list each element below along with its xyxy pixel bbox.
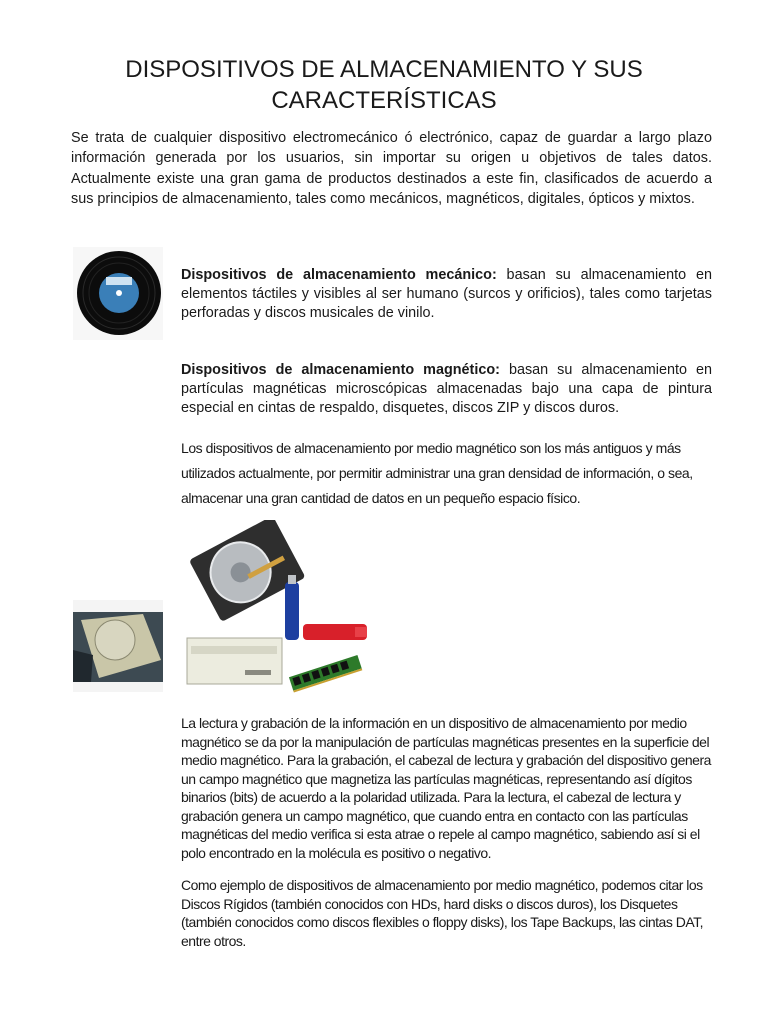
mechanical-heading: Dispositivos de almacenamiento mecánico: <box>181 267 497 283</box>
storage-devices-collage <box>185 520 370 700</box>
mechanical-text: basan su almacenamiento en elementos táctiles y visibles al ser humano (surcos y orificios), tales como tarjetas perforadas y discos musicales de vinilo. <box>181 267 712 321</box>
title-line-2: CARACTERÍSTICAS <box>271 87 497 114</box>
title-line-1: DISPOSITIVOS DE ALMACENAMIENTO Y SUS <box>125 56 643 83</box>
mechanical-paragraph <box>181 266 712 323</box>
magnetic-heading: Dispositivos de almacenamiento magnético: <box>181 362 500 378</box>
intro-paragraph: Se trata de cualquier dispositivo electromecánico ó electrónico, capaz de guardar a largo plazo información generada por los usuarios, sin importar su origen u objetivos de tales datos. Actualmente existe una gran gama de productos destinados a este fin, clasificados de acuerdo a sus principios de almacenamiento, tales como mecánicos, magnéticos, digitales, ópticos y mixtos. <box>71 130 712 208</box>
hard-disk-photo <box>73 600 163 692</box>
reading-writing-paragraph: La lectura y grabación de la información en un dispositivo de almacenamiento por medio magnético se da por la manipulación de partículas magnéticas presentes en la superficie del medio magnético. Para la grabación, el cabezal de lectura y grabación del dispositivo genera un campo magnético que magnetiza las partículas magnéticas, representando así dígitos binarios (bits) de acuerdo a la polaridad utilizada. Para la lectura, el cabezal de lectura y grabación genera un campo magnético, que cuando entra en contacto con las partículas magnéticas del medio verifica si esta atrae o repele al campo magnético, sabiendo así si el polo encontrado en la molécula es positivo o negativo. <box>181 715 711 861</box>
magnetic-paragraph <box>181 361 712 418</box>
examples-paragraph: Como ejemplo de dispositivos de almacenamiento por medio magnético, podemos citar los Discos Rígidos (también conocidos con HDs, hard disks o discos duros), los Disquetes (también conocidos como discos flexibles o floppy disks), los Tape Backups, las cintas DAT, entre otros. <box>181 877 704 949</box>
page-title <box>80 54 688 116</box>
vinyl-record-image <box>73 247 163 340</box>
magnetic-text: basan su almacenamiento en partículas magnéticas microscópicas almacenadas bajo una capa de pintura especial en cintas de respaldo, disquetes, discos ZIP y discos duros. <box>181 362 712 416</box>
magnetic-oldest-paragraph: Los dispositivos de almacenamiento por medio magnético son los más antiguos y más utilizados actualmente, por permitir administrar una gran densidad de información, o sea, almacenar una gran cantidad de datos en un pequeño espacio físico. <box>181 440 693 506</box>
